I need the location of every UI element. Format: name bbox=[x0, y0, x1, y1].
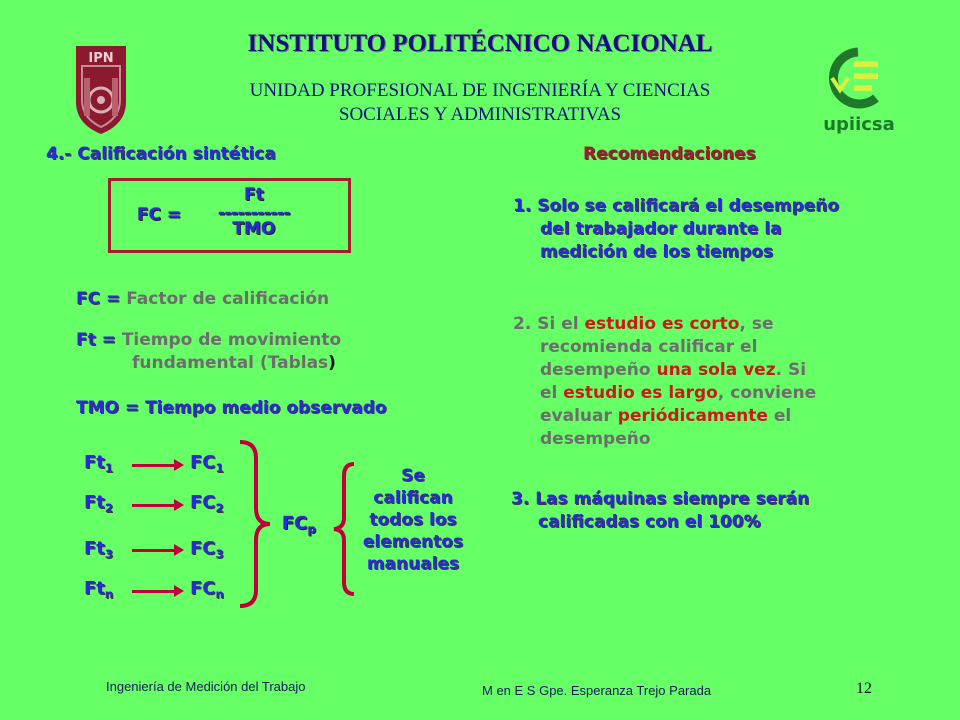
recommendation-1: 1. Solo se calificará el desempeño del trabajador durante la medición de los tiempos bbox=[513, 196, 840, 262]
recommendations-title: Recomendaciones bbox=[583, 144, 756, 164]
fc-item-2: $FC_2$ bbox=[190, 492, 224, 516]
unit-title-line1: UNIDAD PROFESIONAL DE INGENIERÍA Y CIENCIAS bbox=[249, 80, 711, 101]
fc-item-3: $FC_3$ bbox=[190, 538, 224, 562]
recommendation-3: 3. Las máquinas siempre serán calificadas con el 100% bbox=[511, 489, 810, 532]
right-brace bbox=[234, 438, 274, 610]
definition-ft-text: Tiempo de movimiento bbox=[121, 330, 342, 350]
ipn-logo bbox=[70, 42, 132, 136]
institute-title: INSTITUTO POLITÉCNICO NACIONAL bbox=[247, 30, 713, 57]
elements-note: Se califican todos los elementos manuales bbox=[362, 466, 464, 574]
arrow-2 bbox=[132, 504, 176, 507]
definition-fc bbox=[76, 288, 329, 311]
arrow-1 bbox=[132, 464, 176, 467]
definition-ft-term: Ft = bbox=[76, 330, 116, 350]
recommendation-2: 2. Si el estudio es corto, se recomienda calificar el desempeño una sola vez. Si el estudio es largo, conviene evaluar periódicamente el desempeño bbox=[513, 314, 817, 449]
ft-item-3: $Ft_3$ bbox=[84, 538, 114, 562]
definition-ft-close: ) bbox=[328, 353, 336, 373]
formula-denominator: TMO bbox=[232, 219, 276, 239]
definition-tmo bbox=[76, 397, 387, 420]
definition-ft bbox=[76, 329, 341, 375]
formula-numerator: Ft bbox=[244, 185, 264, 205]
definition-tmo-term: TMO = bbox=[76, 398, 140, 418]
unit-title-line2: SOCIALES Y ADMINISTRATIVAS bbox=[338, 104, 622, 125]
arrow-3 bbox=[132, 549, 176, 552]
ft-item-1: $Ft_1$ bbox=[84, 452, 114, 476]
ft-item-n: $Ft_n$ bbox=[84, 578, 114, 602]
ft-item-2: $Ft_2$ bbox=[84, 492, 114, 516]
fc-item-n: $FC_n$ bbox=[190, 578, 224, 602]
page-number: 12 bbox=[856, 680, 872, 697]
section-title: 4.- Calificación sintética bbox=[46, 144, 276, 164]
formula-lhs: FC = bbox=[137, 205, 182, 225]
ipn-logo-text: IPN bbox=[88, 51, 114, 66]
definition-tmo-text: Tiempo medio observado bbox=[145, 398, 387, 418]
definition-fc-term: FC = bbox=[76, 289, 121, 309]
footer-author: M en E S Gpe. Esperanza Trejo Parada bbox=[482, 683, 712, 698]
fc-item-1: $FC_1$ bbox=[190, 452, 224, 476]
definition-fc-text: Factor de calificación bbox=[126, 289, 330, 309]
formula-fraction-bar: ----------- bbox=[217, 203, 291, 223]
fcp-label: $FC_p$ bbox=[282, 513, 316, 537]
definition-ft-text2: fundamental (Tablas bbox=[132, 353, 329, 373]
footer-course: Ingeniería de Medición del Trabajo bbox=[106, 679, 306, 694]
upiicsa-logo bbox=[818, 44, 900, 136]
arrow-n bbox=[132, 590, 176, 593]
upiicsa-logo-text: upiicsa bbox=[823, 114, 895, 135]
